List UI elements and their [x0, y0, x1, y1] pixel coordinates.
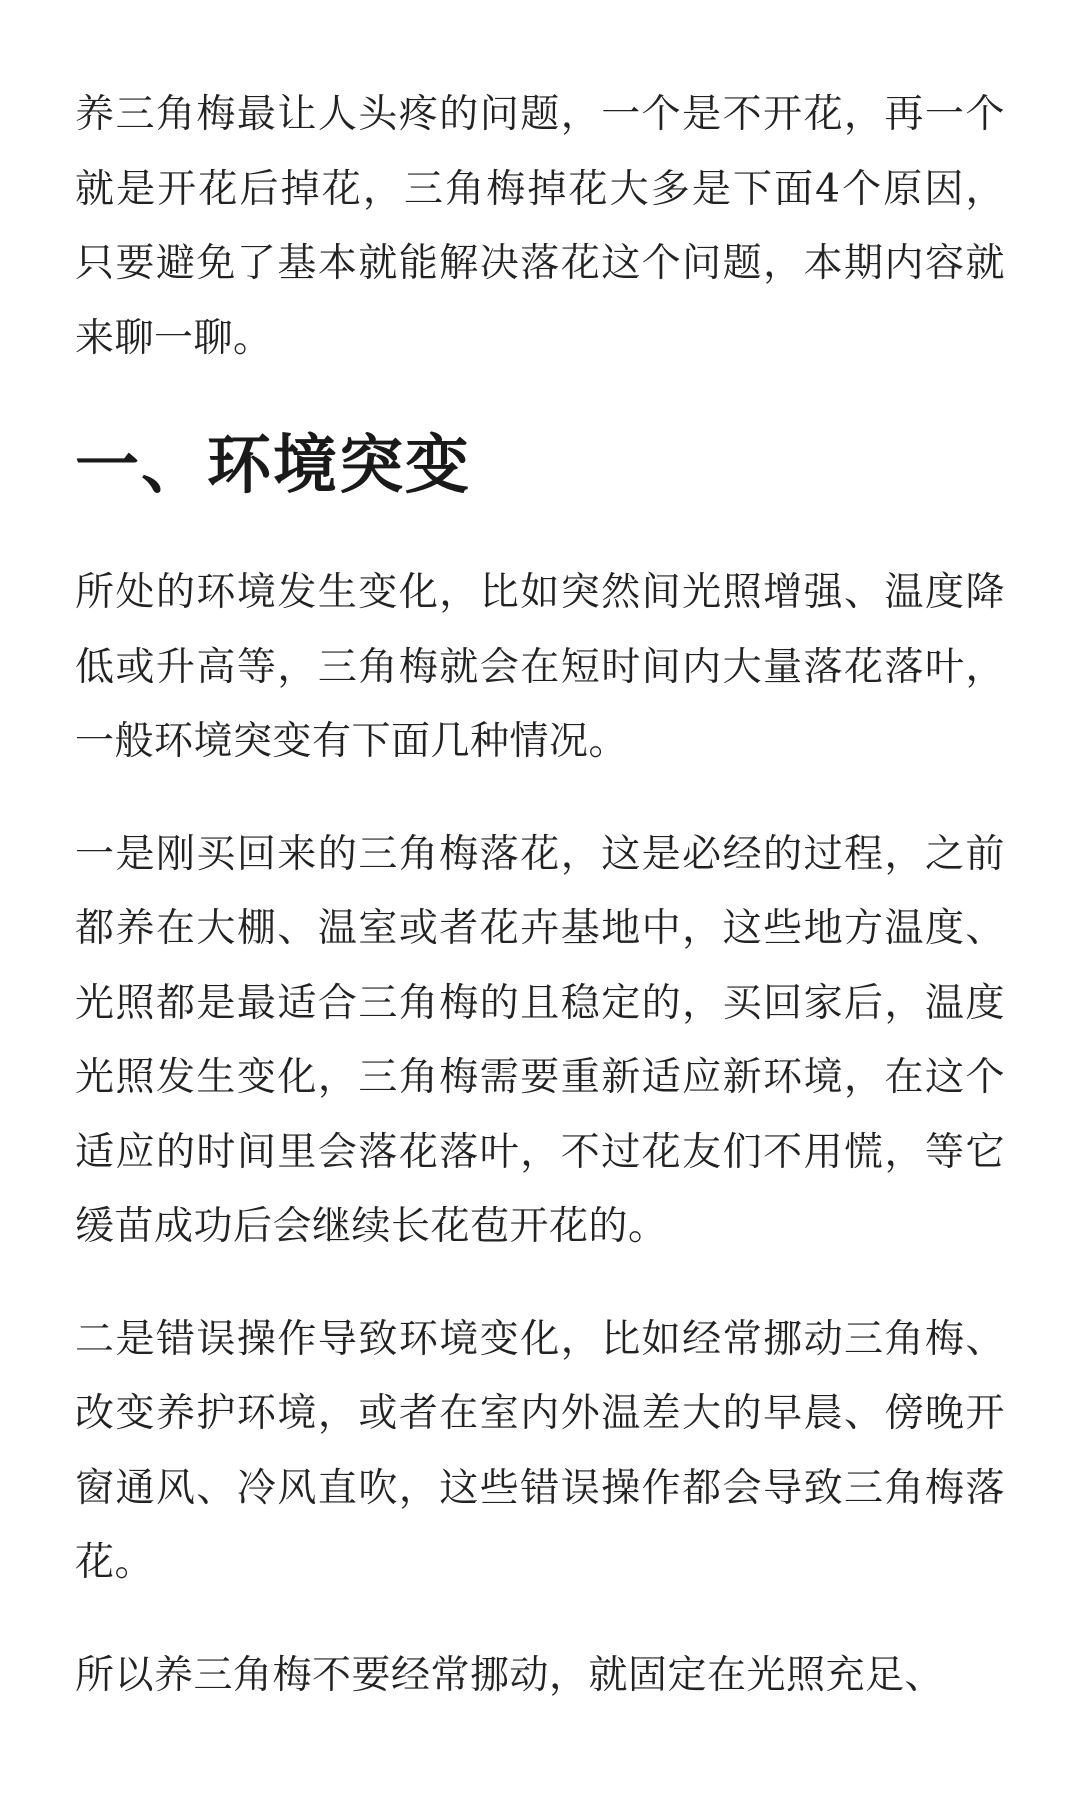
section-paragraph-1: 所处的环境发生变化，比如突然间光照增强、温度降低或升高等，三角梅就会在短时间内大量落花落叶，一般环境突变有下面几种情况。 [75, 570, 1005, 764]
intro-paragraph: 养三角梅最让人头疼的问题，一个是不开花，再一个就是开花后掉花，三角梅掉花大多是下面4个原因，只要避免了基本就能解决落花这个问题，本期内容就来聊一聊。 [75, 92, 1005, 361]
section-heading: 一、环境突变 [75, 428, 471, 503]
section-paragraph-4: 所以养三角梅不要经常挪动，就固定在光照充足、 [75, 1652, 945, 1698]
section-paragraph-3: 二是错误操作导致环境变化，比如经常挪动三角梅、改变养护环境，或者在室内外温差大的早晨、傍晚开窗通风、冷风直吹，这些错误操作都会导致三角梅落花。 [75, 1316, 1005, 1585]
section-paragraph-2: 一是刚买回来的三角梅落花，这是必经的过程，之前都养在大棚、温室或者花卉基地中，这些地方温度、光照都是最适合三角梅的且稳定的，买回家后，温度光照发生变化，三角梅需要重新适应新环境，在这个适应的时间里会落花落叶，不过花友们不用慌，等它缓苗成功后会继续长花苞开花的。 [75, 831, 1005, 1249]
article-body [75, 78, 1005, 1713]
